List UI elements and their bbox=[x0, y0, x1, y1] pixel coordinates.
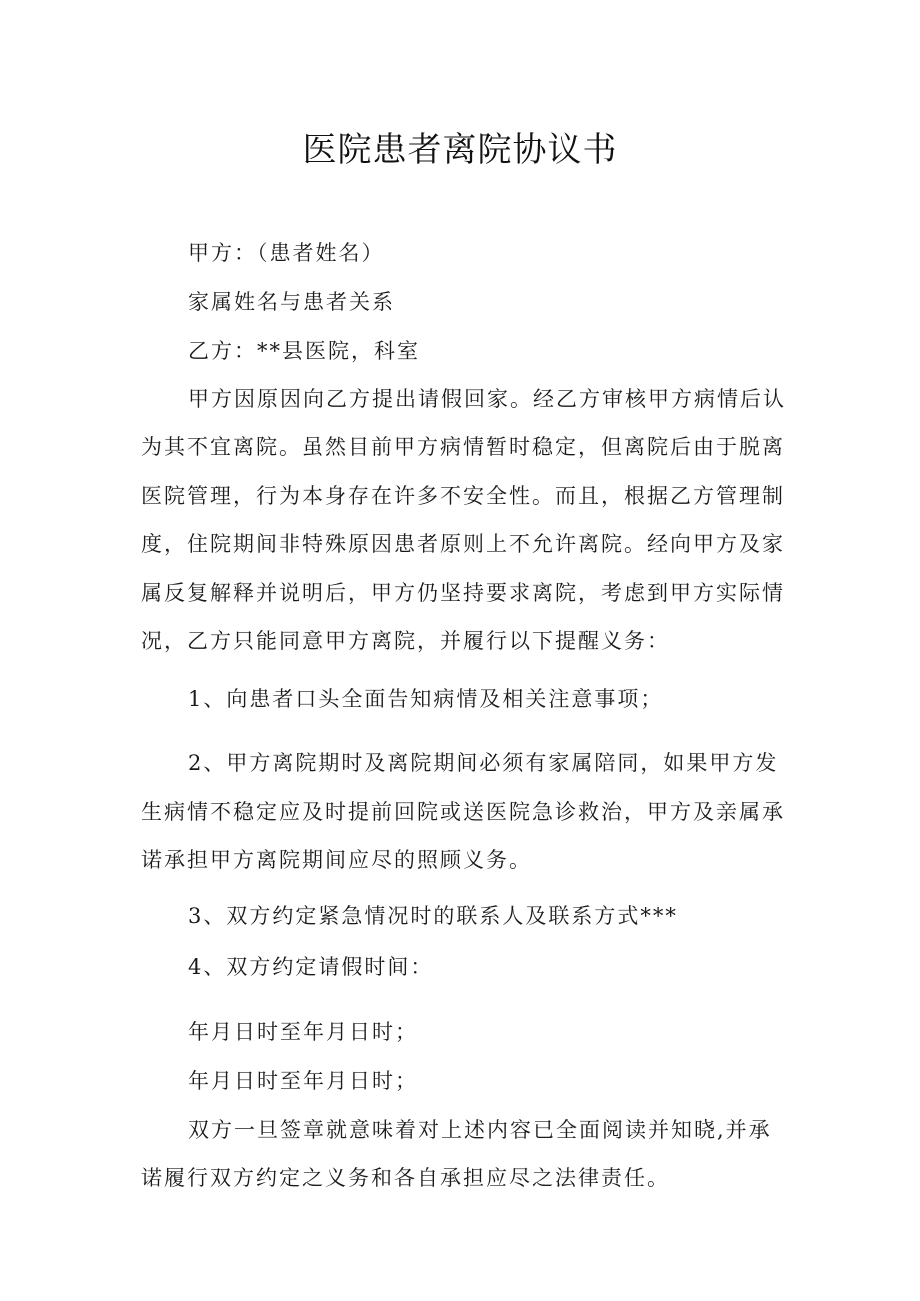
intro-paragraph-line: 度，住院期间非特殊原因患者原则上不允许离院。经向甲方及家 bbox=[141, 532, 785, 556]
family-relation-line: 家属姓名与患者关系 bbox=[188, 290, 395, 314]
item-2-line: 生病情不稳定应及时提前回院或送医院急诊救治，甲方及亲属承 bbox=[141, 800, 785, 824]
item-4: 4、双方约定请假时间： bbox=[188, 955, 434, 979]
leave-time-line: 年月日时至年月日时； bbox=[188, 1020, 418, 1044]
item-2-line: 诺承担甲方离院期间应尽的照顾义务。 bbox=[141, 848, 532, 872]
intro-paragraph-line: 属反复解释并说明后，甲方仍坚持要求离院，考虑到甲方实际情 bbox=[141, 581, 785, 605]
party-b-line: 乙方：**县医院，科室 bbox=[188, 339, 420, 363]
document-title: 医院患者离院协议书 bbox=[302, 130, 618, 170]
item-1: 1、向患者口头全面告知病情及相关注意事项； bbox=[188, 687, 664, 711]
closing-paragraph-line: 双方一旦签章就意味着对上述内容已全面阅读并知晓,并承 bbox=[188, 1118, 772, 1142]
closing-paragraph-line: 诺履行双方约定之义务和各自承担应尽之法律责任。 bbox=[141, 1166, 670, 1190]
item-3: 3、双方约定紧急情况时的联系人及联系方式*** bbox=[188, 904, 678, 928]
intro-paragraph-line: 医院管理，行为本身存在许多不安全性。而且，根据乙方管理制 bbox=[141, 484, 785, 508]
intro-paragraph-line: 况，乙方只能同意甲方离院，并履行以下提醒义务： bbox=[141, 629, 670, 653]
leave-time-line: 年月日时至年月日时； bbox=[188, 1069, 418, 1093]
item-2-line: 2、甲方离院期时及离院期间必须有家属陪同，如果甲方发 bbox=[188, 751, 779, 775]
intro-paragraph-line: 甲方因原因向乙方提出请假回家。经乙方审核甲方病情后认 bbox=[188, 387, 786, 411]
party-a-line: 甲方：（患者姓名） bbox=[188, 241, 385, 265]
intro-paragraph-line: 为其不宜离院。虽然目前甲方病情暂时稳定，但离院后由于脱离 bbox=[141, 435, 785, 459]
